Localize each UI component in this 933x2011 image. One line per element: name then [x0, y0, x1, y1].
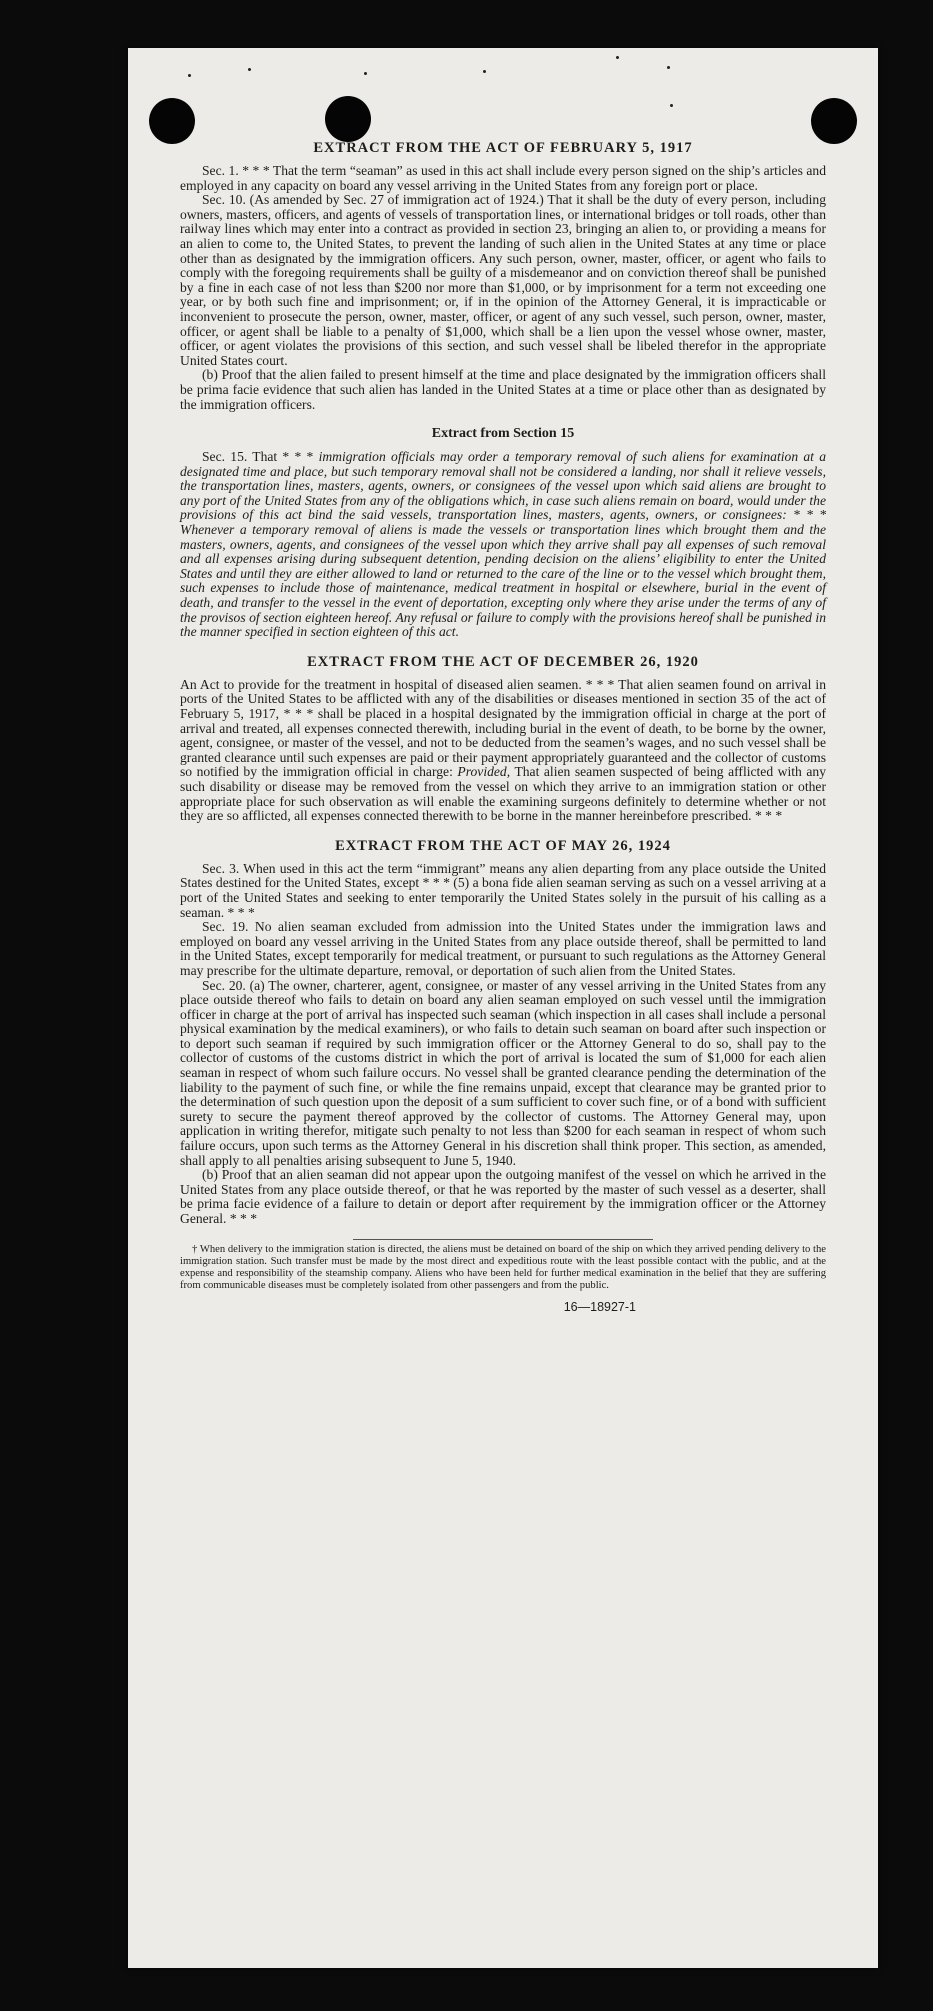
act-1917-sec-10b: (b) Proof that the alien failed to present himself at the time and place designated by the immigration officers shall be prima facie evidence that such alien has landed in the United States at a time or place other than as designated by the immigration officers. — [180, 367, 826, 412]
heading-section-15: Extract from Section 15 — [431, 426, 575, 442]
form-number: 16—18927-1 — [563, 1300, 636, 1315]
act-1917-sec-10: Sec. 10. (As amended by Sec. 27 of immigration act of 1924.) That it shall be the duty of every person, including owners, masters, officers, and agents of vessels of transportation lines, or international bridges or toll roads, other than railway lines which may enter into a contract as provided in section 23, bringing an alien to, or providing a means for an alien to come to, the United States, to prevent the landing of such alien in the United States at any time or place other than as designated by the immigration officers. Any such person, owner, master, officer, or agent who fails to comply with the foregoing requirements shall be guilty of a misdemeanor and on conviction thereof shall be punished by a fine in each case of not less than $200 nor more than $1,000, or by imprisonment for a term not exceeding one year, or by both such fine and imprisonment; or, if in the opinion of the Attorney General, it is impracticable or inconvenient to prosecute the person, owner, master, officer, or agent of any such vessel, such person, owner, master, officer, or agent shall be liable to a penalty of $1,000, which shall be a lien upon the vessel whose owner, master, officer, or agent violates the provisions of this section, and such vessel shall be libeled therefor in the appropriate United States court. — [180, 192, 826, 368]
act-1924-sec-20: Sec. 20. (a) The owner, charterer, agent, consignee, or master of any vessel arriving in the United States from any place outside thereof who fails to detain on board any alien seaman employed on such vessel until the immigration officer in charge at the port of arrival has inspected such seaman (which inspection in all cases shall include a personal physical examination by the medical examiners), or who fails to detain such seaman on board after such inspection or to deport such seaman if required by such immigration officer or the Attorney General to do so, shall pay to the collector of customs of the customs district in which the port of arrival is located the sum of $1,000 for each alien seaman in respect of whom such failure occurs. No vessel shall be granted clearance pending the determination of the liability to the payment of such fine, or while the fine remains unpaid, except that clearance may be granted prior to the determination of such question upon the deposit of a sum sufficient to cover such fine, or of a bond with sufficient surety to secure the payment thereof approved by the collector of customs. The Attorney General may, upon application in writing therefor, mitigate such penalty to not less than $200 for each seaman in respect of whom such failure occurs, upon such terms as the Attorney General in his discretion shall think proper. This section, as amended, shall apply to all penalties arising subsequent to June 5, 1940. — [180, 977, 826, 1168]
act-1920-paragraph — [180, 678, 826, 824]
section-15-lead: Sec. 15. That * * * — [202, 449, 314, 465]
act-1924-sec-19: Sec. 19. No alien seaman excluded from admission into the United States under the immigration laws and employed on board any vessel arriving in the United States from any place outside thereof, shall be permitted to land in the United States, except temporarily for medical treatment, or pursuant to such regulations as the Attorney General may prescribe for the ultimate departure, removal, or deportation of such alien from the United States. — [180, 919, 826, 978]
act-1920-provided: Provided, — [457, 764, 511, 780]
heading-act-1924: EXTRACT FROM THE ACT OF MAY 26, 1924 — [335, 837, 671, 854]
footnote-text: † When delivery to the immigration station is directed, the aliens must be detained on board of the ship on which they arrived pending delivery to the immigration station. Such transfer must be made by the most direct and expeditious route with the least possible contact with the public, and at the expense and responsibility of the steamship company. Aliens who have been held for further medical examination in the belief that they are suffering from communicable diseases must be completely isolated from other passengers and from the public. — [180, 1243, 826, 1292]
section-15-text: immigration officials may order a temporary removal of such aliens for examination at a designated time and place, but such temporary removal shall not be considered a landing, nor shall it relieve vessels, the transportation lines, masters, agents, owners, or consignees of the vessel upon which said aliens are brought to any port of the United States from any of the obligations which, in case such aliens remain on board, would under the provisions of this act bind the said vessels, transportation lines, masters, agents, owners, or consignees: * * * Whenever a temporary removal of aliens is made the vessels or transportation lines which brought them and the masters, owners, agents, and consignees of the vessel upon which they arrive shall pay all expenses of such removal and all expenses arising during subsequent detention, pending decision on the aliens’ eligibility to enter the United States and until they are either allowed to land or returned to the care of the line or to the vessel which brought them, such expenses to include those of maintenance, medical treatment in hospital or elsewhere, burial in the event of death, and transfer to the vessel in the event of deportation, excepting only where they arise under the terms of any of the provisos of section eighteen hereof. Any refusal or failure to comply with the provisions hereof shall be punished in the manner specified in section eighteen of this act. — [180, 449, 826, 640]
document-page — [128, 48, 878, 1968]
punch-hole-center — [325, 96, 371, 142]
act-1917-sec-1: Sec. 1. * * * That the term “seaman” as used in this act shall include every person signed on the ship’s articles and employed in any capacity on board any vessel arriving in the United States from any foreign port or place. — [180, 163, 826, 193]
section-15-paragraph — [180, 450, 826, 640]
footnote-rule — [353, 1239, 653, 1240]
act-1920-text-2: That alien seamen suspected of being afflicted with any such disability or disease may be removed from the vessel on which they arrive to an immigration station or other appropriate place for such observation as will enable the examining surgeons definitely to determine whether or not they are so afflicted, all expenses connected therewith to be borne in the manner hereinbefore prescribed. * * * — [180, 764, 827, 824]
heading-act-1917: EXTRACT FROM THE ACT OF FEBRUARY 5, 1917 — [313, 140, 693, 156]
heading-act-1920: EXTRACT FROM THE ACT OF DECEMBER 26, 1920 — [307, 653, 699, 670]
act-1920-text: An Act to provide for the treatment in hospital of diseased alien seamen. * * * That alien seamen found on arrival in ports of the United States to be afflicted with any of the disabilities or diseases mentioned in section 35 of the act of February 5, 1917, * * * shall be placed in a hospital designated by the immigration official in charge at the port of arrival and treated, all expenses connected therewith, including burial in the event of death, to be borne by the owner, agent, consignee, or master of the vessel, and not to be deducted from the seamen’s wages, and no such vessel shall be granted clearance until such expenses are paid or their payment appropriately guaranteed and the collector of customs so notified by the immigration official in charge: — [180, 676, 826, 780]
act-1924-sec-3: Sec. 3. When used in this act the term “immigrant” means any alien departing from any place outside the United States destined for the United States, except * * * (5) a bona fide alien seaman serving as such on a vessel arriving at a port of the United States and seeking to enter temporarily the United States solely in the pursuit of his calling as a seaman. * * * — [180, 860, 826, 920]
footnote — [180, 1239, 826, 1293]
document-body — [180, 138, 826, 1314]
act-1924-sec-20b: (b) Proof that an alien seaman did not appear upon the outgoing manifest of the vessel on which he arrived in the United States from any place outside thereof, or that he was reported by the master of such vessel as a deserter, shall be prima facie evidence of a failure to detain or deport after requirement by the immigration officer or the Attorney General. * * * — [180, 1167, 826, 1226]
